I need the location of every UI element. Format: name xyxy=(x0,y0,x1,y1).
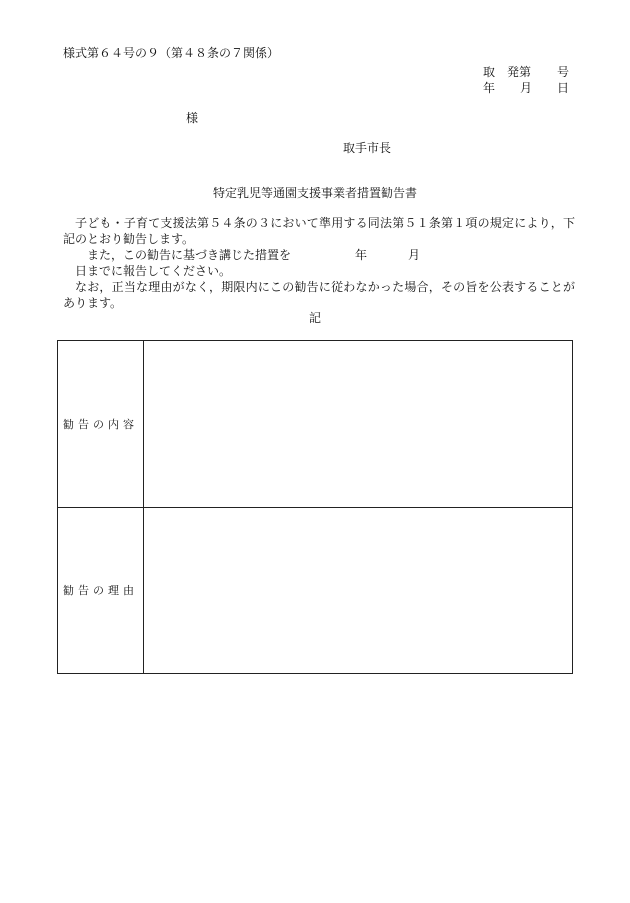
deadline-year: 年 xyxy=(355,248,368,262)
deadline-prefix: また，この勧告に基づき講じた措置を xyxy=(87,248,292,262)
document-number-middle: 発第 xyxy=(507,65,532,79)
document-number-prefix: 取 xyxy=(483,65,496,79)
date-year: 年 xyxy=(483,81,496,95)
date-day: 日 xyxy=(557,81,570,95)
recommendation-content-field xyxy=(144,341,572,507)
issuer: 取手市長 xyxy=(343,141,392,155)
recommendation-reason-field xyxy=(144,508,572,673)
deadline-suffix: 日までに報告してください。 xyxy=(75,264,232,278)
table-row xyxy=(58,508,572,673)
body-paragraph-2 xyxy=(63,247,575,279)
row-label-content: 勧告の内容 xyxy=(58,341,144,507)
row-label-reason: 勧告の理由 xyxy=(58,508,144,673)
date-month: 月 xyxy=(520,81,533,95)
body-paragraph-3: なお，正当な理由がなく，期限内にこの勧告に従わなかった場合，その旨を公表することがあります。 xyxy=(63,280,575,310)
document-title: 特定乳児等通園支援事業者措置勧告書 xyxy=(212,186,417,200)
form-number: 様式第６４号の９（第４８条の７関係） xyxy=(63,46,280,60)
ki-heading: 記 xyxy=(308,311,321,325)
document-number-suffix: 号 xyxy=(557,65,570,79)
body-text xyxy=(63,215,575,311)
recommendation-table xyxy=(57,340,573,674)
deadline-month: 月 xyxy=(408,248,421,262)
body-paragraph-1: 子ども・子育て支援法第５４条の３において準用する同法第５１条第１項の規定により，下記のとおり勧告します。 xyxy=(63,216,575,246)
table-row xyxy=(58,341,572,508)
addressee: 様 xyxy=(186,111,199,125)
